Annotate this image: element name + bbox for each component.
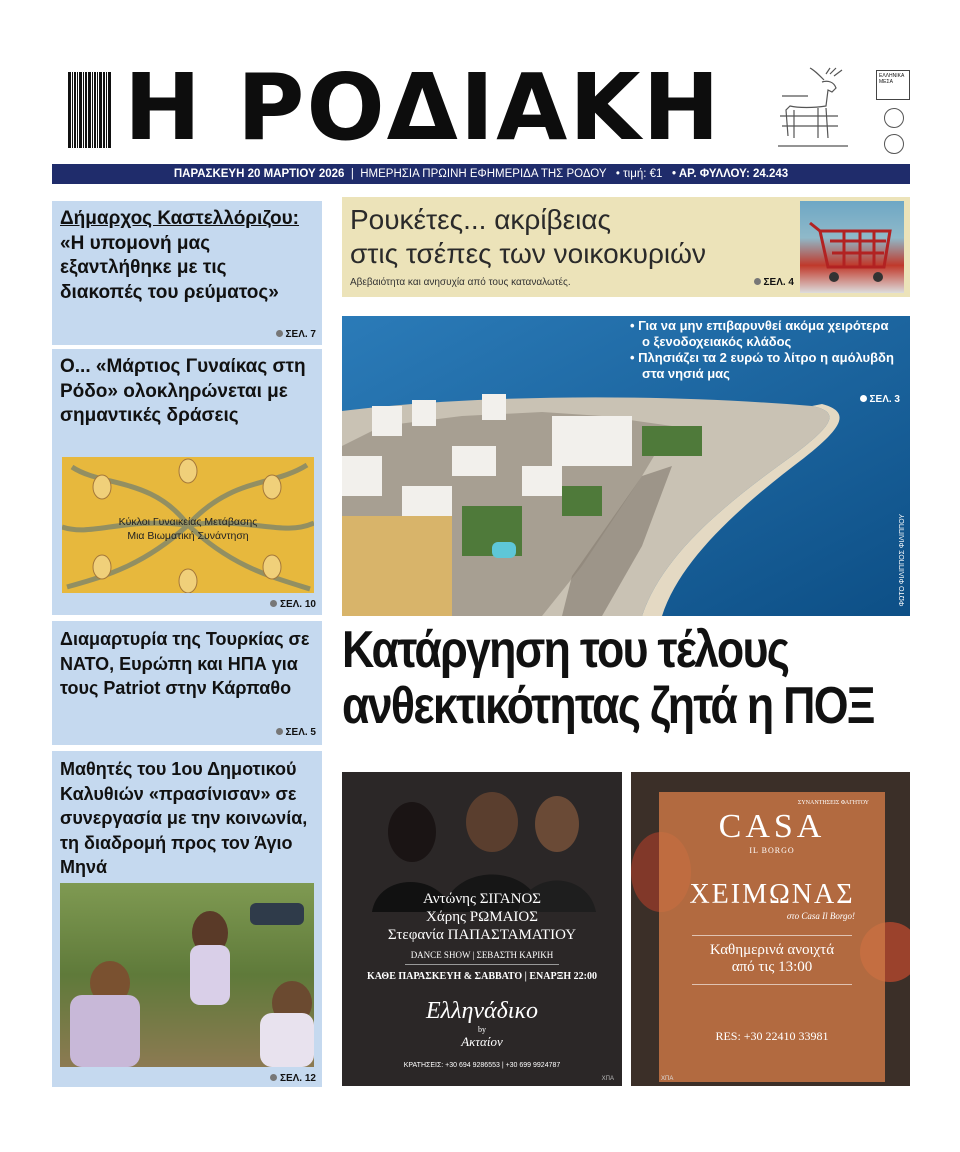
performer-1: Αντώνης ΣΙΓΑΝΟΣ: [422, 891, 542, 907]
brand-name: CASA: [718, 808, 826, 845]
story-title: Ο... «Μάρτιος Γυναίκας στη Ρόδο» ολοκληρώνεται με σημαντικές δράσεις: [60, 356, 306, 426]
page-ref: ΣΕΛ. 5: [276, 727, 316, 738]
page-ref: ΣΕΛ. 7: [276, 329, 316, 340]
phones: ΚΡΑΤΗΣΕΙΣ: +30 694 9286553 | +30 699 9924787: [403, 1062, 561, 1069]
ad-casa-il-borgo[interactable]: [631, 772, 910, 1086]
elia-seal-icon: [884, 108, 904, 128]
image-caption-1: Κύκλοι Γυναικείας Μετάβασης: [118, 516, 258, 528]
reservations: RES: +30 22410 33981: [715, 1029, 829, 1043]
rhodes-beach-aerial-photo[interactable]: [342, 316, 910, 616]
story-kalythies-students[interactable]: [52, 751, 322, 1087]
ad-ellinadiko[interactable]: [342, 772, 622, 1086]
hours-line2: από τις 13:00: [731, 959, 813, 975]
price: • τιμή: €1: [615, 168, 663, 180]
story-title: Διαμαρτυρία της Τουρκίας σε ΝΑΤΟ, Ευρώπη και ΗΠΑ για τους Patriot στην Κάρπαθο: [60, 629, 310, 698]
ad-tag: ΧΠΑ: [601, 1076, 614, 1082]
ad-tag: ΧΠΑ: [661, 1076, 674, 1082]
venue-by: by: [478, 1025, 486, 1034]
venue-logo: Ελληνάδικο: [426, 998, 538, 1024]
schedule: ΚΑΘΕ ΠΑΡΑΣΚΕΥΗ & ΣΑΒΒΑΤΟ | ΕΝΑΡΞΗ 22:00: [367, 971, 597, 982]
issue-number: • ΑΡ. ΦΥΛΛΟΥ: 24.243: [672, 168, 789, 180]
headline-line1: Κατάργηση του τέλους: [342, 621, 789, 679]
main-headline[interactable]: [342, 622, 927, 734]
venue-brand: Ακταίον: [461, 1034, 503, 1049]
women-circles-image: [62, 457, 314, 593]
students-planting-photo: [60, 883, 314, 1067]
performer-3: Στεφανία ΠΑΠΑΣΤΑΜΑΤΙΟΥ: [387, 927, 577, 943]
arc-text: ΣΥΝΑΝΤΗΣΕΙΣ ΦΑΓΗΤΟΥ: [797, 800, 869, 806]
page-ref: ΣΕΛ. 12: [270, 1073, 316, 1084]
season-title: ΧΕΙΜΩΝΑΣ: [689, 879, 855, 910]
headline-line2: ανθεκτικότητας ζητά η ΠΟΞ: [342, 677, 874, 735]
tagline: ΗΜΕΡΗΣΙΑ ΠΡΩΙΝΗ ΕΦΗΜΕΡΙΔΑ ΤΗΣ ΡΟΔΟΥ: [360, 168, 607, 180]
dateline-bar: [52, 164, 910, 184]
page-ref: ΣΕΛ. 10: [270, 599, 316, 610]
separator: |: [350, 168, 354, 180]
dance-show: DANCE SHOW | ΣΕΒΑΣΤΗ ΚΑΡΙΚΗ: [405, 950, 560, 965]
story-title-line2: στις τσέπες των νοικοκυριών: [350, 238, 706, 269]
bullet-1: • Για να μην επιβαρυνθεί ακόμα χειρότερα ο ξενοδοχειακός κλάδος: [630, 318, 889, 349]
image-caption-2: Μια Βιωματική Συνάντηση: [127, 530, 249, 542]
page-ref: ΣΕΛ. 3: [860, 394, 900, 405]
shopping-cart-photo: [800, 201, 904, 293]
story-title: «Η υπομονή μας εξαντλήθηκε με τις διακοπές του ρεύματος»: [60, 232, 279, 303]
hours-line1: Καθημερινά ανοιχτά: [709, 942, 835, 958]
page-ref: ΣΕΛ. 4: [754, 277, 794, 288]
certification-seal-icon: [884, 134, 904, 154]
deer-logo-icon: [778, 66, 856, 152]
story-kastellorizo[interactable]: [52, 201, 322, 345]
story-march-women[interactable]: [52, 349, 322, 615]
barcode: [68, 72, 116, 148]
masthead-title: Η ΡΟΔΙΑΚΗ: [124, 54, 722, 161]
story-title: Μαθητές του 1ου Δημοτικού Καλυθιών «πρασίνισαν» σε συνεργασία με την κοινωνία, τη διαδρομή προς τον Άγιο Μηνά: [60, 759, 308, 877]
story-subtitle: Αβεβαιότητα και ανησυχία από τους καταναλωτές.: [350, 277, 571, 288]
story-title-line1: Ρουκέτες... ακρίβειας: [350, 204, 612, 235]
media-badge: ΕΛΛΗΝΙΚΑ ΜΕΣΑ: [876, 70, 910, 100]
season-sub: στο Casa Il Borgo!: [786, 911, 855, 921]
photo-bullets: [630, 318, 900, 382]
performer-2: Χάρης ΡΩΜΑΙΟΣ: [426, 909, 538, 925]
bullet-2: • Πλησιάζει τα 2 ευρώ το λίτρο η αμόλυβδη στα νησιά μας: [630, 350, 894, 381]
brand-sub: IL BORGO: [749, 846, 795, 855]
story-kicker: Δήμαρχος Καστελλόριζου:: [60, 208, 300, 229]
photo-credit: ΦΩΤΟ ΦΙΛΙΠΠΟΣ ΦΙΛΙΠΠΟΥ: [899, 513, 906, 606]
issue-date: ΠΑΡΑΣΚΕΥΗ 20 ΜΑΡΤΙΟΥ 2026: [173, 168, 345, 180]
story-turkey-patriot[interactable]: [52, 621, 322, 745]
